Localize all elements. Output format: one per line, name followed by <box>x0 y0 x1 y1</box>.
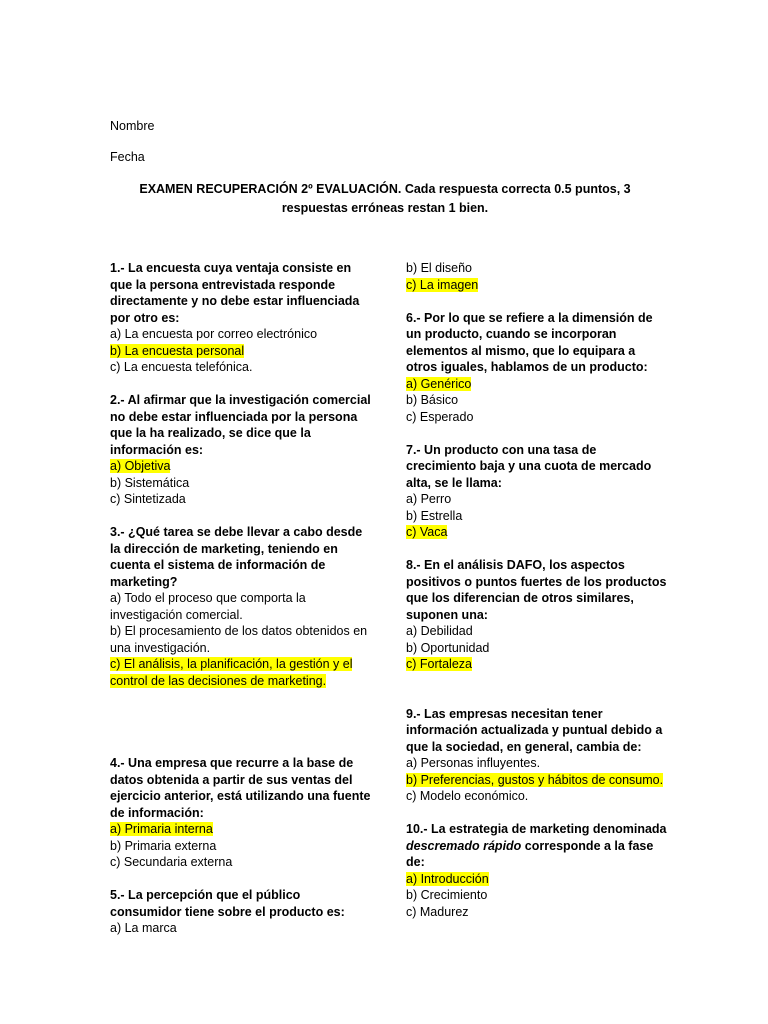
date-label: Fecha <box>110 150 145 164</box>
question-7 <box>406 442 668 541</box>
question-9-text: 9.- Las empresas necesitan tener información actualizada y puntual debido a que la sociedad, en general, cambia de: <box>406 706 663 754</box>
question-3-option-a: a) Todo el proceso que comporta la investigación comercial. <box>110 591 306 622</box>
question-3-text: 3.- ¿Qué tarea se debe llevar a cabo desde la dirección de marketing, teniendo en cuenta el sistema de información de marketing? <box>110 525 363 589</box>
question-8-option-a: a) Debilidad <box>406 624 473 638</box>
question-5-option-a: a) La marca <box>110 921 177 935</box>
question-5 <box>110 887 372 937</box>
question-8-option-c-answer: c) Fortaleza <box>406 657 472 671</box>
question-2 <box>110 392 372 508</box>
question-6-text: 6.- Por lo que se refiere a la dimensión de un producto, cuando se incorporan elementos al mismo, que lo equipara a otros iguales, hablamos de un producto: <box>406 310 653 374</box>
question-3 <box>110 524 372 689</box>
question-3-option-b: b) El procesamiento de los datos obtenidos en una investigación. <box>110 624 368 655</box>
question-2-option-c: c) Sintetizada <box>110 492 186 506</box>
question-6-option-b: b) Básico <box>406 393 459 407</box>
question-9 <box>406 706 668 805</box>
question-5-text: 5.- La percepción que el público consumidor tiene sobre el producto es: <box>110 888 345 919</box>
question-10 <box>406 821 668 920</box>
question-1-option-b-answer: b) La encuesta personal <box>110 343 245 358</box>
question-9-option-c: c) Modelo económico. <box>406 789 529 803</box>
left-column <box>110 260 372 937</box>
question-9-option-b-answer: b) Preferencias, gustos y hábitos de consumo. <box>406 772 664 787</box>
exam-title: EXAMEN RECUPERACIÓN 2º EVALUACIÓN. Cada respuesta correcta 0.5 puntos, 3 respuestas erróneas restan 1 bien. <box>139 182 631 215</box>
question-4-option-a-answer: a) Primaria interna <box>110 822 213 836</box>
question-8-option-b: b) Oportunidad <box>406 640 490 655</box>
question-8 <box>406 557 668 673</box>
question-10-option-b: b) Crecimiento <box>406 888 488 902</box>
right-column <box>406 260 668 920</box>
question-10-text <box>406 821 668 871</box>
question-5-option-b: b) El diseño <box>406 261 473 275</box>
question-5-continued <box>406 260 668 293</box>
question-7-text: 7.- Un producto con una tasa de crecimiento baja y una cuota de mercado alta, se le llama: <box>406 442 652 490</box>
question-8-text: 8.- En el análisis DAFO, los aspectos positivos o puntos fuertes de los productos que los diferencian de otros similares, suponen una: <box>406 558 667 622</box>
question-2-option-a-answer: a) Objetiva <box>110 459 171 473</box>
question-6 <box>406 310 668 426</box>
question-10-text-start: 10.- La estrategia de marketing denominada <box>406 822 667 836</box>
question-6-option-a-answer: a) Genérico <box>406 376 472 391</box>
question-1-text: 1.- La encuesta cuya ventaja consiste en que la persona entrevistada responde directamente y no debe estar influenciada por otro es: <box>110 261 360 325</box>
question-10-option-a-answer: a) Introducción <box>406 871 489 886</box>
question-4-option-c: c) Secundaria externa <box>110 855 233 869</box>
question-2-option-b: b) Sistemática <box>110 475 190 490</box>
question-1-option-a: a) La encuesta por correo electrónico <box>110 327 318 341</box>
question-5-option-c-answer: c) La imagen <box>406 277 479 292</box>
question-10-text-italic: descremado rápido <box>406 838 522 853</box>
name-label: Nombre <box>110 119 155 133</box>
question-2-text: 2.- Al afirmar que la investigación comercial no debe estar influenciada por la persona que la ha realizado, se dice que la información es: <box>110 393 371 457</box>
question-7-option-c-answer: c) Vaca <box>406 525 448 539</box>
question-10-text-end: corresponde a la fase de: <box>406 838 654 869</box>
question-4-option-b: b) Primaria externa <box>110 838 217 853</box>
question-6-option-c: c) Esperado <box>406 409 474 424</box>
question-9-option-a: a) Personas influyentes. <box>406 756 541 770</box>
question-3-option-c-answer: c) El análisis, la planificación, la gestión y el control de las decisiones de marketing. <box>110 657 353 688</box>
question-4 <box>110 755 372 871</box>
question-7-option-a: a) Perro <box>406 492 452 506</box>
question-10-option-c: c) Madurez <box>406 904 469 919</box>
question-4-text: 4.- Una empresa que recurre a la base de datos obtenida a partir de sus ventas del ejercicio anterior, está utilizando una fuente de información: <box>110 756 371 820</box>
question-1 <box>110 260 372 376</box>
question-7-option-b: b) Estrella <box>406 508 463 523</box>
question-1-option-c: c) La encuesta telefónica. <box>110 360 253 374</box>
